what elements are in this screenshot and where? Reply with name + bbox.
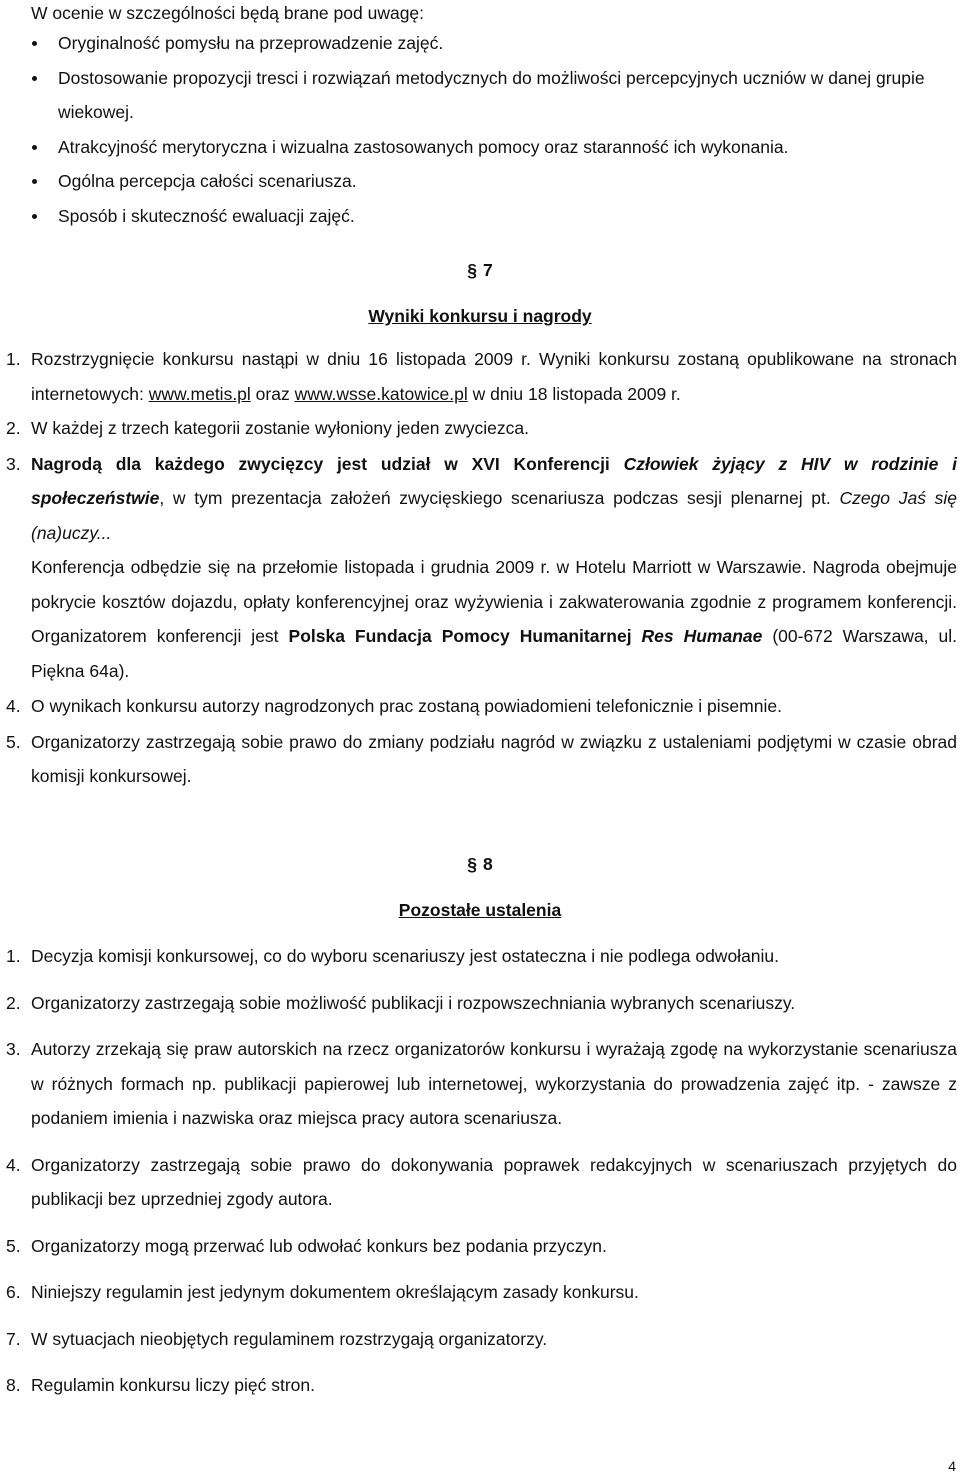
list-item: 4. Organizatorzy zastrzegają sobie prawo do dokonywania poprawek redakcyjnych w scenariuszach przyjętych do publikacji bez uprzedniej zgody autora. bbox=[6, 1154, 957, 1209]
list-item: 4. O wynikach konkursu autorzy nagrodzonych prac zostaną powiadomieni telefonicznie i pisemnie. bbox=[6, 696, 782, 716]
section-8-heading bbox=[0, 851, 960, 923]
section-8-title: Pozostałe ustalenia bbox=[398, 900, 562, 920]
list-item: 1. Decyzja komisji konkursowej, co do wyboru scenariuszy jest ostateczna i nie podlega odwołaniu. bbox=[6, 946, 780, 966]
criteria-item: Atrakcyjność merytoryczna i wizualna zastosowanych pomocy oraz staranność ich wykonania. bbox=[31, 130, 931, 165]
list-item: 7. W sytuacjach nieobjętych regulaminem rozstrzygają organizatorzy. bbox=[6, 1328, 548, 1349]
section-8-list bbox=[0, 939, 960, 1403]
section-7-heading bbox=[0, 257, 960, 329]
list-item: 5. Organizatorzy zastrzegają sobie prawo do zmiany podziału nagród w związku z ustaleniami podjętymi w czasie obrad komisji konkursowej. bbox=[6, 731, 957, 786]
section-8-number: § 8 bbox=[467, 854, 493, 874]
criteria-item: Ogólna percepcja całości scenariusza. bbox=[31, 164, 931, 199]
list-item: 3. Autorzy zrzekają się praw autorskich na rzecz organizatorów konkursu i wyrażają zgodę na wykorzystanie scenariusza w różnych formach np. publikacji papierowej lub internetowej, wykorzystania do prowadzenia zajęć itp. - zawsze z podaniem imienia i nazwiska oraz miejsca pracy autora scenariusza. bbox=[6, 1039, 957, 1128]
criteria-intro: W ocenie w szczególności będą brane pod uwagę: bbox=[31, 3, 425, 23]
section-7-list bbox=[0, 342, 960, 794]
section-symbol: § bbox=[467, 854, 477, 874]
criteria-item: Sposób i skuteczność ewaluacji zajęć. bbox=[31, 199, 931, 234]
link-wsse[interactable]: www.wsse.katowice.pl bbox=[294, 383, 468, 404]
list-item: 6. Niniejszy regulamin jest jedynym dokumentem określającym zasady konkursu. bbox=[6, 1282, 639, 1302]
list-item: 8. Regulamin konkursu liczy pięć stron. bbox=[6, 1375, 316, 1395]
list-item: 2. W każdej z trzech kategorii zostanie wyłoniony jeden zwyciezca. bbox=[6, 418, 529, 438]
criteria-list bbox=[31, 26, 931, 233]
link-metis[interactable]: www.metis.pl bbox=[148, 383, 251, 404]
criteria-item: Dostosowanie propozycji tresci i rozwiązań metodycznych do możliwości percepcyjnych uczniów w danej grupie wiekowej. bbox=[31, 61, 931, 130]
page-number: 4 bbox=[948, 1458, 956, 1474]
section-7-title: Wyniki konkursu i nagrody bbox=[368, 306, 592, 326]
section-7-number: § 7 bbox=[467, 260, 493, 280]
section-symbol: § bbox=[467, 260, 477, 280]
list-item: 2. Organizatorzy zastrzegają sobie możliwość publikacji i rozpowszechniania wybranych scenariuszy. bbox=[6, 992, 796, 1013]
list-item: 5. Organizatorzy mogą przerwać lub odwołać konkurs bez podania przyczyn. bbox=[6, 1235, 607, 1256]
list-item: 3. Nagrodą dla każdego zwycięzcy jest udział w XVI Konferencji Człowiek żyjący z HIV w rodzinie i społeczeństwie, w tym prezentacja założeń zwycięskiego scenariusza podczas sesji plenarnej pt. Czego Jaś się (na)uczy... Konferencja odbędzie się na przełomie listopada i grudnia 2009 r. w Hotelu Marriott w Warszawie. Nagroda obejmuje pokrycie kosztów dojazdu, opłaty konferencyjnej oraz wyżywienia i zakwaterowania zgodnie z programem konferencji. Organizatorem konferencji jest Polska Fundacja Pomocy Humanitarnej Res Humanae (00-672 Warszawa, ul. Piękna 64a). bbox=[6, 453, 958, 681]
criteria-item: Oryginalność pomysłu na przeprowadzenie zajęć. bbox=[31, 26, 931, 61]
list-item: 1. Rozstrzygnięcie konkursu nastąpi w dniu 16 listopada 2009 r. Wyniki konkursu zostaną opublikowane na stronach internetowych: www.metis.pl oraz www.wsse.katowice.pl w dniu 18 listopada 2009 r. bbox=[6, 349, 957, 404]
